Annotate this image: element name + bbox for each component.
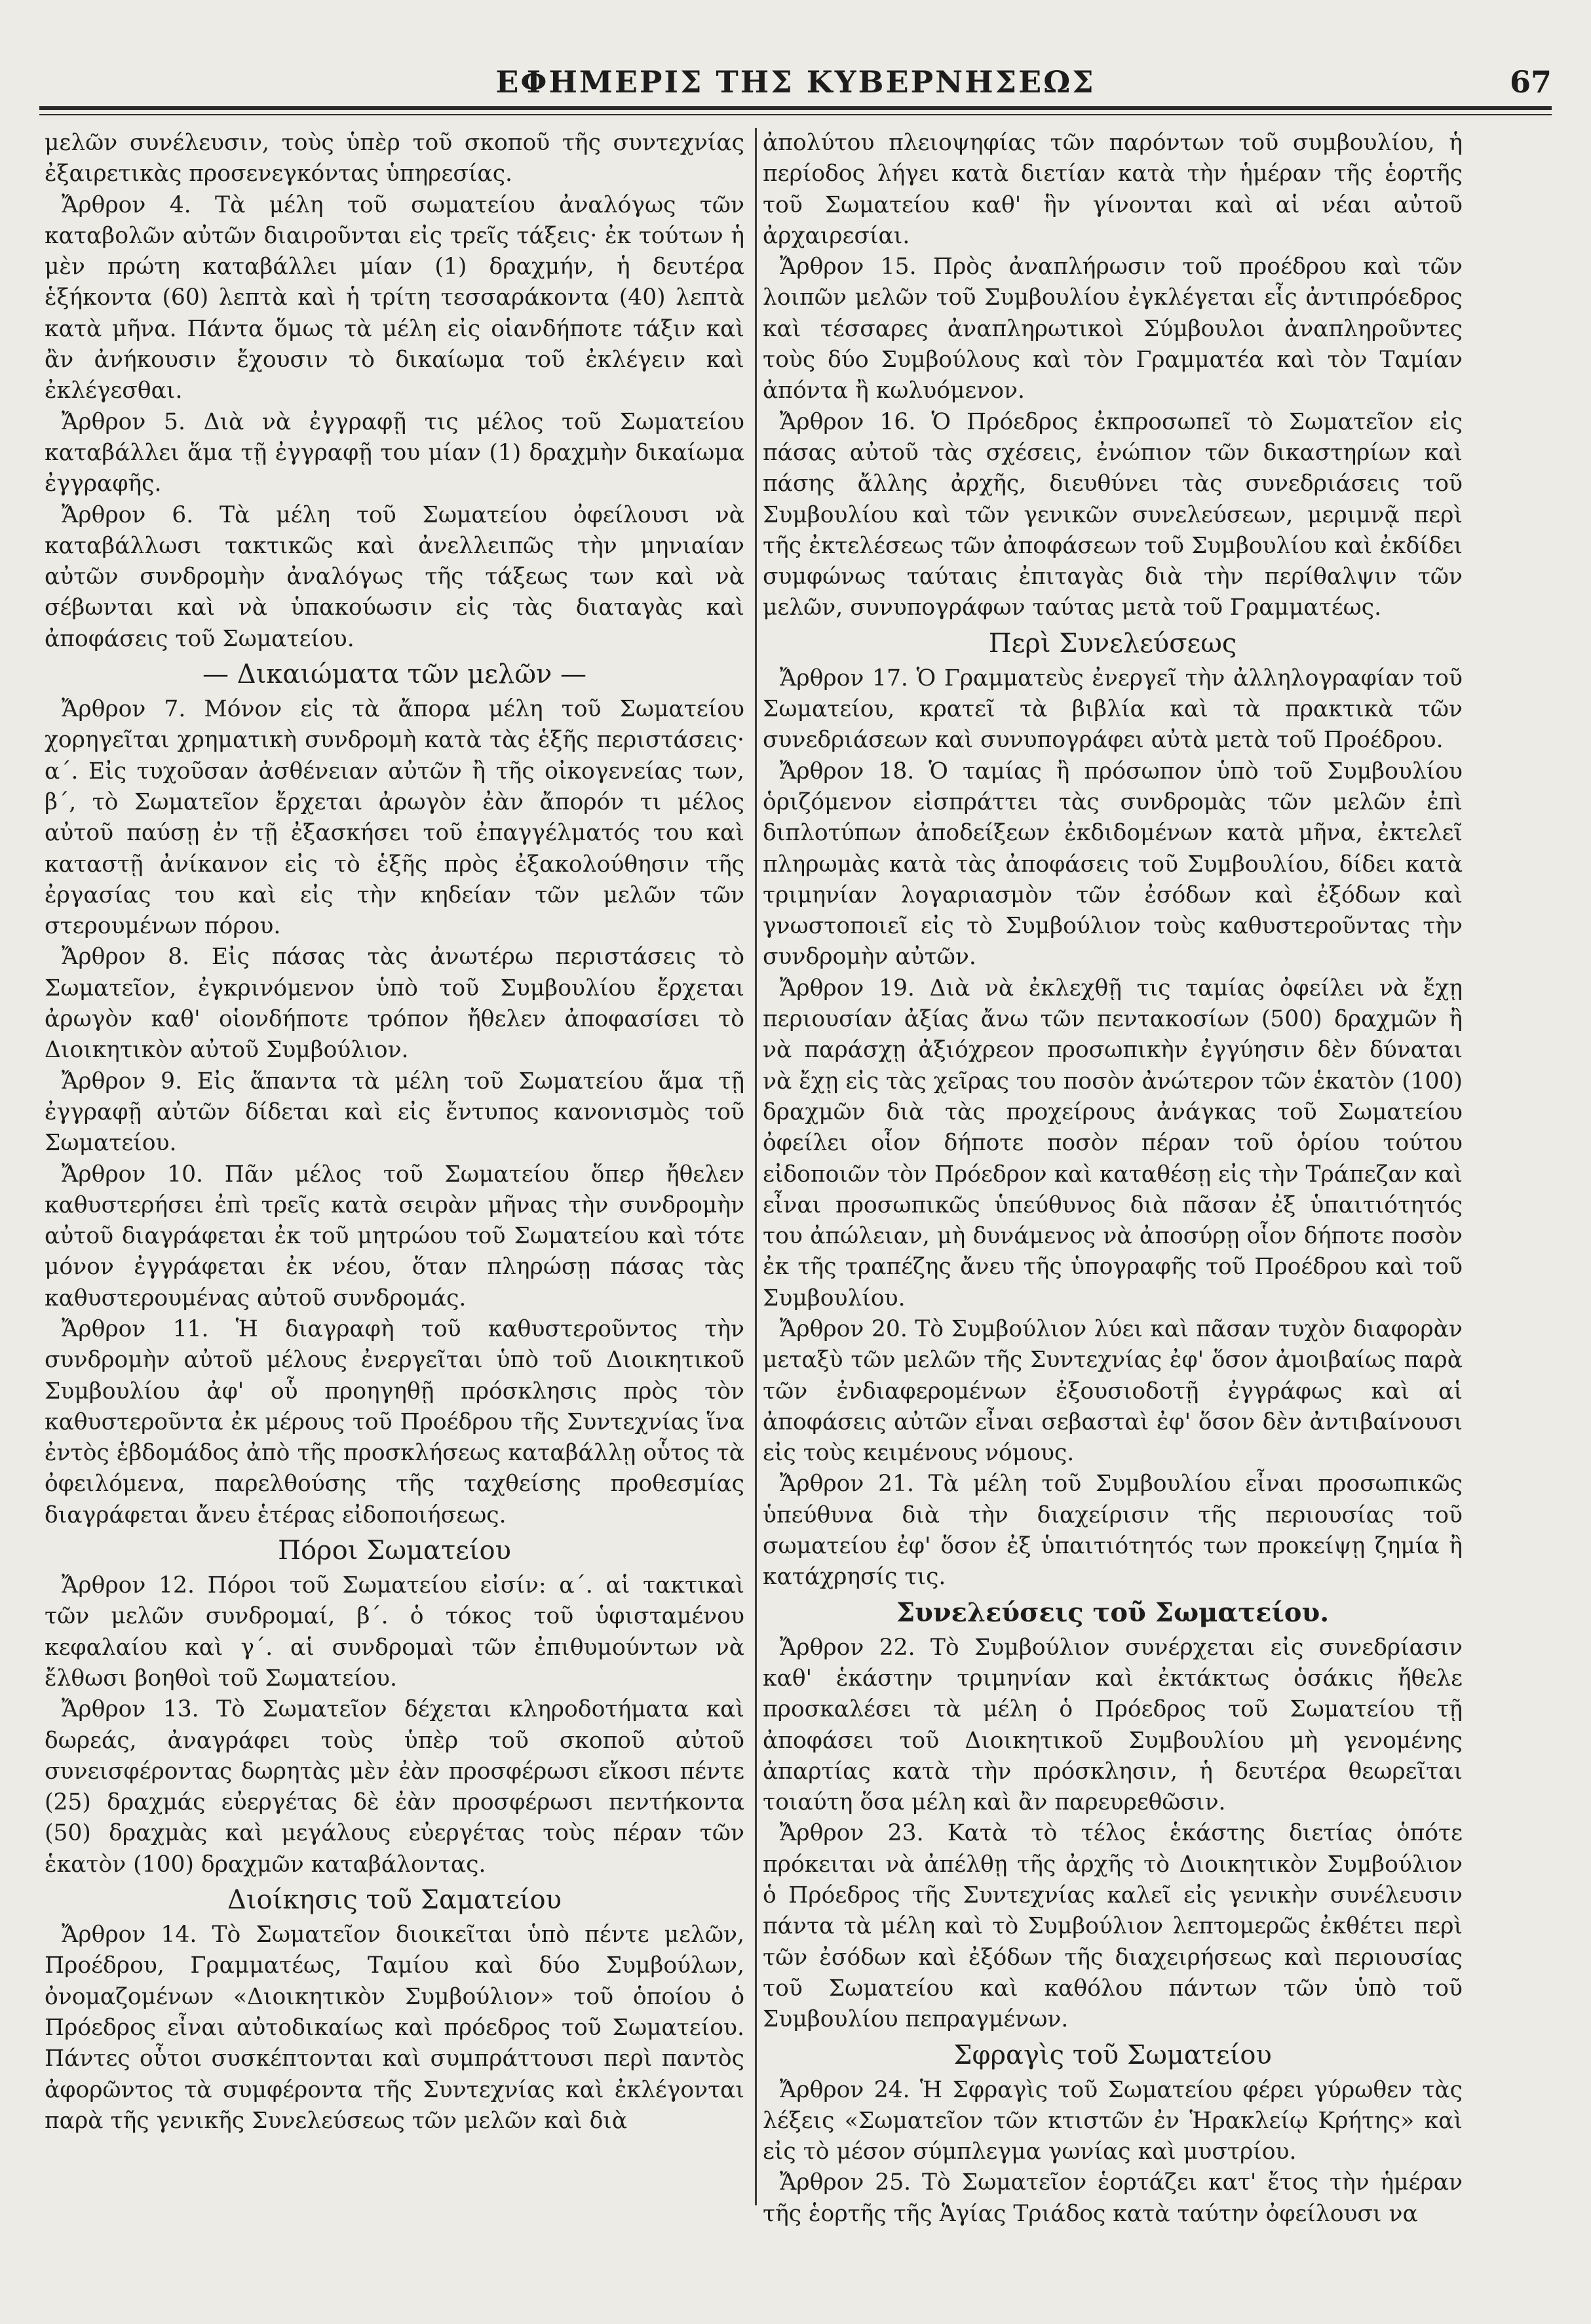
article-paragraph: Ἄρθρον 5. Διὰ νὰ ἐγγραφῇ τις μέλος τοῦ Σωματείου καταβάλλει ἅμα τῇ ἐγγραφῇ του μίαν (1) δραχμὴν δικαίωμα ἐγγραφῆς.	[45, 408, 744, 497]
article-paragraph: Ἄρθρον 23. Κατὰ τὸ τέλος ἑκάστης διετίας ὁπότε πρόκειται νὰ ἀπέλθῃ τῆς ἀρχῆς τὸ Διοικητικὸν Συμβούλιον ὁ Πρόεδρος τῆς Συντεχνίας καλεῖ εἰς γενικὴν συνέλευσιν πάντα τὰ μέλη καὶ τὸ Συμβούλιον λεπτομερῶς ἐκθέτει περὶ τῶν ἐσόδων καὶ ἐξόδων τῆς διαχειρήσεως καὶ περιουσίας τοῦ Σωματείου καὶ καθόλου πάντων τῶν ὑπὸ τοῦ Συμβουλίου πεπραγμένων.	[763, 1820, 1463, 2033]
article-paragraph: Ἄρθρον 20. Τὸ Συμβούλιον λύει καὶ πᾶσαν τυχὸν διαφορὰν μεταξὺ τῶν μελῶν τῆς Συντεχνίας ἐφ' ὅσον ἀμοιβαίως παρὰ τῶν ἐνδιαφερομένων ἐξουσιοδοτῇ ἐγγράφως καὶ αἱ ἀποφάσεις αὐτῶν εἶναι σεβασταὶ ἐφ' ὅσον δὲν ἀντιβαίνουσι εἰς τοὺς κειμένους νόμους.	[763, 1315, 1463, 1467]
article-paragraph: Ἄρθρον 11. Ἡ διαγραφὴ τοῦ καθυστεροῦντος τὴν συνδρομὴν αὐτοῦ μέλους ἐνεργεῖται ὑπὸ τοῦ Διοικητικοῦ Συμβουλίου ἀφ' οὗ προηγηθῇ πρόσκλησις πρὸς τὸν καθυστεροῦντα ἐκ μέρους τοῦ Προέδρου τῆς Συντεχνίας ἵνα ἐντὸς ἑβδομάδος ἀπὸ τῆς προσκλήσεως καταβάλλῃ οὗτος τὰ ὀφειλόμενα, παρελθούσης τῆς ταχθείσης προθεσμίας διαγράφεται ἄνευ ἑτέρας εἰδοποιήσεως.	[45, 1315, 744, 1528]
article-paragraph: Ἄρθρον 13. Τὸ Σωματεῖον δέχεται κληροδοτήματα καὶ δωρεάς, ἀναγράφει τοὺς ὑπὲρ τοῦ σκοποῦ αὐτοῦ συνεισφέροντας δωρητὰς μὲν ἐὰν προσφέρωσι εἴκοσι πέντε (25) δραχμάς εὐεργέτας δὲ ἐὰν προσφέρωσι πεντήκοντα (50) δραχμὰς καὶ μεγάλους εὐεργέτας τοὺς πέραν τῶν ἑκατὸν (100) δραχμῶν καταβάλοντας.	[45, 1696, 744, 1878]
right-column	[763, 128, 1463, 2291]
article-paragraph: Ἄρθρον 4. Τὰ μέλη τοῦ σωματείου ἀναλόγως τῶν καταβολῶν αὐτῶν διαιροῦνται εἰς τρεῖς τάξεις· ἐκ τούτων ἡ μὲν πρώτη καταβάλλει μίαν (1) δραχμήν, ἡ δευτέρα ἑξήκοντα (60) λεπτὰ καὶ ἡ τρίτη τεσσαράκοντα (40) λεπτὰ κατὰ μῆνα. Πάντα ὅμως τὰ μέλη εἰς οἱανδήποτε τάξιν καὶ ἂν ἀνήκουσιν ἔχουσιν τὸ δικαίωμα τοῦ ἐκλέγειν καὶ ἐκλέγεσθαι.	[45, 191, 744, 404]
article-paragraph: ἀπολύτου πλειοψηφίας τῶν παρόντων τοῦ συμβουλίου, ἡ περίοδος λήγει κατὰ διετίαν κατὰ τὴν ἡμέραν τῆς ἑορτῆς τοῦ Σωματείου καθ' ἣν γίνονται καὶ αἱ νέαι αὐτοῦ ἀρχαιρεσίαι.	[763, 130, 1463, 249]
section-heading: — Δικαιώματα τῶν μελῶν —	[202, 659, 586, 690]
section-heading: Συνελεύσεις τοῦ Σωματείου.	[896, 1597, 1330, 1628]
section-heading: Διοίκησις τοῦ Σαματείου	[227, 1885, 562, 1916]
article-paragraph: Ἄρθρον 24. Ἡ Σφραγὶς τοῦ Σωματείου φέρει γύρωθεν τὰς λέξεις «Σωματεῖον τῶν κτιστῶν ἐν Ἡρακλείῳ Κρήτης» καὶ εἰς τὸ μέσον σύμπλεγμα γωνίας καὶ μυστρίου.	[763, 2076, 1463, 2165]
header-rule	[39, 106, 1552, 110]
column-divider	[755, 128, 757, 2205]
article-paragraph: Ἄρθρον 9. Εἰς ἅπαντα τὰ μέλη τοῦ Σωματείου ἅμα τῇ ἐγγραφῇ αὐτῶν δίδεται καὶ εἰς ἔντυπος κανονισμὸς τοῦ Σωματείου.	[45, 1068, 744, 1157]
section-heading: Περὶ Συνελεύσεως	[988, 628, 1237, 659]
article-paragraph: Ἄρθρον 8. Εἰς πάσας τὰς ἀνωτέρω περιστάσεις τὸ Σωματεῖον, ἐγκρινόμενον ὑπὸ τοῦ Συμβουλίου ἔρχεται ἀρωγὸν καθ' οἱονδήποτε τρόπον ἤθελεν ἀποφασίσει τὸ Διοικητικὸν αὐτοῦ Συμβούλιον.	[45, 944, 744, 1064]
article-paragraph: Ἄρθρον 16. Ὁ Πρόεδρος ἐκπροσωπεῖ τὸ Σωματεῖον εἰς πάσας αὐτοῦ τὰς σχέσεις, ἐνώπιον τῶν δικαστηρίων καὶ πάσης ἄλλης ἀρχῆς, διευθύνει τὰς συνεδριάσεις τοῦ Συμβουλίου καὶ τῶν γενικῶν συνελεύσεων, μεριμνᾷ περὶ τῆς ἐκτελέσεως τῶν ἀποφάσεων τοῦ Συμβουλίου καὶ ἐκδίδει συμφώνως ταύταις ἐπιταγὰς διὰ τὴν περίθαλψιν τῶν μελῶν, συνυπογράφων ταύτας μετὰ τοῦ Γραμματέως.	[763, 408, 1463, 621]
newspaper-title: ΕΦΗΜΕΡΙΣ ΤΗΣ ΚΥΒΕΡΝΗΣΕΩΣ	[495, 64, 1096, 100]
article-paragraph: Ἄρθρον 7. Μόνον εἰς τὰ ἄπορα μέλη τοῦ Σωματείου χορηγεῖται χρηματικὴ συνδρομὴ κατὰ τὰς ἑξῆς περιστάσεις· α΄. Εἰς τυχοῦσαν ἀσθένειαν αὐτῶν ἢ τῆς οἰκογενείας των, β΄, τὸ Σωματεῖον ἔρχεται ἀρωγὸν ἐὰν ἄπορόν τι μέλος αὐτοῦ παύσῃ ἐν τῇ ἐξασκήσει τοῦ ἐπαγγέλματός του καὶ καταστῇ ἀνίκανον εἰς τὸ ἑξῆς πρὸς ἐξακολούθησιν τῆς ἐργασίας του καὶ εἰς τὴν κηδείαν τῶν μελῶν τῶν στερουμένων πόρου.	[45, 696, 744, 940]
header-rule-thin	[39, 114, 1552, 115]
article-paragraph: Ἄρθρον 17. Ὁ Γραμματεὺς ἐνεργεῖ τὴν ἀλληλογραφίαν τοῦ Σωματείου, κρατεῖ τὰ βιβλία καὶ τὰ πρακτικὰ τῶν συνεδριάσεων καὶ συνυπογράφει αὐτὰ μετὰ τοῦ Προέδρου.	[763, 665, 1463, 754]
left-column	[45, 128, 744, 2291]
article-paragraph: Ἄρθρον 18. Ὁ ταμίας ἢ πρόσωπον ὑπὸ τοῦ Συμβουλίου ὁριζόμενον εἰσπράττει τὰς συνδρομὰς τῶν μελῶν ἐπὶ διπλοτύπων ἀποδείξεων ἐκδιδομένων κατὰ μῆνα, ἐκτελεῖ πληρωμὰς κατὰ τὰς ἀποφάσεις τοῦ Συμβουλίου, δίδει κατὰ τριμηνίαν λογαριασμὸν τῶν ἐσόδων καὶ ἐξόδων καὶ γνωστοποιεῖ εἰς τὸ Συμβούλιον τοὺς καθυστεροῦντας τὴν συνδρομὴν αὐτῶν.	[763, 758, 1463, 971]
article-paragraph: Ἄρθρον 19. Διὰ νὰ ἐκλεχθῇ τις ταμίας ὀφείλει νὰ ἔχῃ περιουσίαν ἀξίας ἄνω τῶν πεντακοσίων (500) δραχμῶν ἢ νὰ παράσχῃ ἀξιόχρεον προσωπικὴν ἐγγύησιν δὲν δύναται νὰ ἔχῃ εἰς τὰς χεῖρας του ποσὸν ἀνώτερον τῶν ἑκατὸν (100) δραχμῶν διὰ τὰς προχείρους ἀνάγκας τοῦ Σωματείου ὀφείλει οἷον δήποτε ποσὸν πέραν τοῦ ὁρίου τούτου εἰδοποιῶν τὸν Πρόεδρον καὶ καταθέσῃ εἰς τὴν Τράπεζαν καὶ εἶναι προσωπικῶς ὑπεύθυνος διὰ πᾶσαν ἐξ ὑπαιτιότητός του ἀπώλειαν, μὴ δυνάμενος νὰ ἀποσύρῃ οἷον δήποτε ποσὸν ἐκ τῆς τραπέζης ἄνευ τῆς ὑπογραφῆς τοῦ Προέδρου καὶ τοῦ Συμβουλίου.	[763, 975, 1463, 1311]
article-paragraph: Ἄρθρον 12. Πόροι τοῦ Σωματείου εἰσίν: α΄. αἱ τακτικαὶ τῶν μελῶν συνδρομαί, β΄. ὁ τόκος τοῦ ὑφισταμένου κεφαλαίου καὶ γ΄. αἱ συνδρομαὶ τῶν ἐπιθυμούντων νὰ ἔλθωσι βοηθοὶ τοῦ Σωματείου.	[45, 1572, 744, 1692]
section-heading: Σφραγὶς τοῦ Σωματείου	[953, 2040, 1272, 2070]
article-paragraph: Ἄρθρον 22. Τὸ Συμβούλιον συνέρχεται εἰς συνεδρίασιν καθ' ἑκάστην τριμηνίαν καὶ ἐκτάκτως ὁσάκις ἤθελε προσκαλέσει τὰ μέλη ὁ Πρόεδρος τοῦ Σωματείου τῇ ἀποφάσει τοῦ Διοικητικοῦ Συμβουλίου μὴ γενομένης ἀπαρτίας κατὰ τὴν πρόσκλησιν, ἡ δευτέρα θεωρεῖται τοιαύτη ὅσα μέλη καὶ ἂν παρευρεθῶσιν.	[763, 1634, 1463, 1816]
page-header	[39, 59, 1552, 125]
article-paragraph: μελῶν συνέλευσιν, τοὺς ὑπὲρ τοῦ σκοποῦ τῆς συντεχνίας ἐξαιρετικὰς προσενεγκόντας ὑπηρεσίας.	[45, 130, 744, 187]
page-number: 67	[1509, 64, 1552, 100]
article-paragraph: Ἄρθρον 25. Τὸ Σωματεῖον ἑορτάζει κατ' ἔτος τὴν ἡμέραν τῆς ἑορτῆς τῆς Ἁγίας Τριάδος κατὰ ταύτην ὀφείλουσι να	[763, 2169, 1463, 2227]
article-paragraph: Ἄρθρον 6. Τὰ μέλη τοῦ Σωματείου ὀφείλουσι νὰ καταβάλλωσι τακτικῶς καὶ ἀνελλειπῶς τὴν μηνιαίαν αὐτῶν συνδρομὴν ἀναλόγως τῆς τάξεως των καὶ νὰ σέβωνται καὶ νὰ ὑπακούωσιν εἰς τὰς διαταγὰς καὶ ἀποφάσεις τοῦ Σωματείου.	[45, 501, 744, 652]
article-paragraph: Ἄρθρον 15. Πρὸς ἀναπλήρωσιν τοῦ προέδρου καὶ τῶν λοιπῶν μελῶν τοῦ Συμβουλίου ἐγκλέγεται εἷς ἀντιπρόεδρος καὶ τέσσαρες ἀναπληρωτικοὶ Σύμβουλοι ἀναπληροῦντες τοὺς δύο Συμβούλους καὶ τὸν Γραμματέα καὶ τὸν Ταμίαν ἀπόντα ἢ κωλυόμενον.	[763, 254, 1463, 404]
article-paragraph: Ἄρθρον 10. Πᾶν μέλος τοῦ Σωματείου ὅπερ ἤθελεν καθυστερήσει ἐπὶ τρεῖς κατὰ σειρὰν μῆνας τὴν συνδρομὴν αὐτοῦ διαγράφεται ἐκ τοῦ μητρώου τοῦ Σωματείου καὶ τότε μόνον ἐγγράφεται ἐκ νέου, ὅταν πληρώσῃ πάσας τὰς καθυστερουμένας αὐτοῦ συνδρομάς.	[45, 1161, 744, 1311]
section-heading: Πόροι Σωματείου	[278, 1536, 511, 1566]
article-paragraph: Ἄρθρον 14. Τὸ Σωματεῖον διοικεῖται ὑπὸ πέντε μελῶν, Προέδρου, Γραμματέως, Ταμίου καὶ δύο Συμβούλων, ὀνομαζομένων «Διοικητικὸν Συμβούλιον» τοῦ ὁποίου ὁ Πρόεδρος εἶναι αὐτοδικαίως καὶ πρόεδρος τοῦ Σωματείου. Πάντες οὗτοι συσκέπτονται καὶ συμπράττουσι περὶ παντὸς ἀφορῶντος τὰ συμφέροντα τῆς Συντεχνίας καὶ ἐκλέγονται παρὰ τῆς γενικῆς Συνελεύσεως τῶν μελῶν καὶ διὰ	[45, 1922, 744, 2134]
article-paragraph: Ἄρθρον 21. Τὰ μέλη τοῦ Συμβουλίου εἶναι προσωπικῶς ὑπεύθυνα διὰ τὴν διαχείρισιν τῆς περιουσίας τοῦ σωματείου ἐφ' ὅσον ἐξ ὑπαιτιότητός των προκείψῃ ζημία ἢ κατάχρησίς τις.	[763, 1471, 1463, 1591]
